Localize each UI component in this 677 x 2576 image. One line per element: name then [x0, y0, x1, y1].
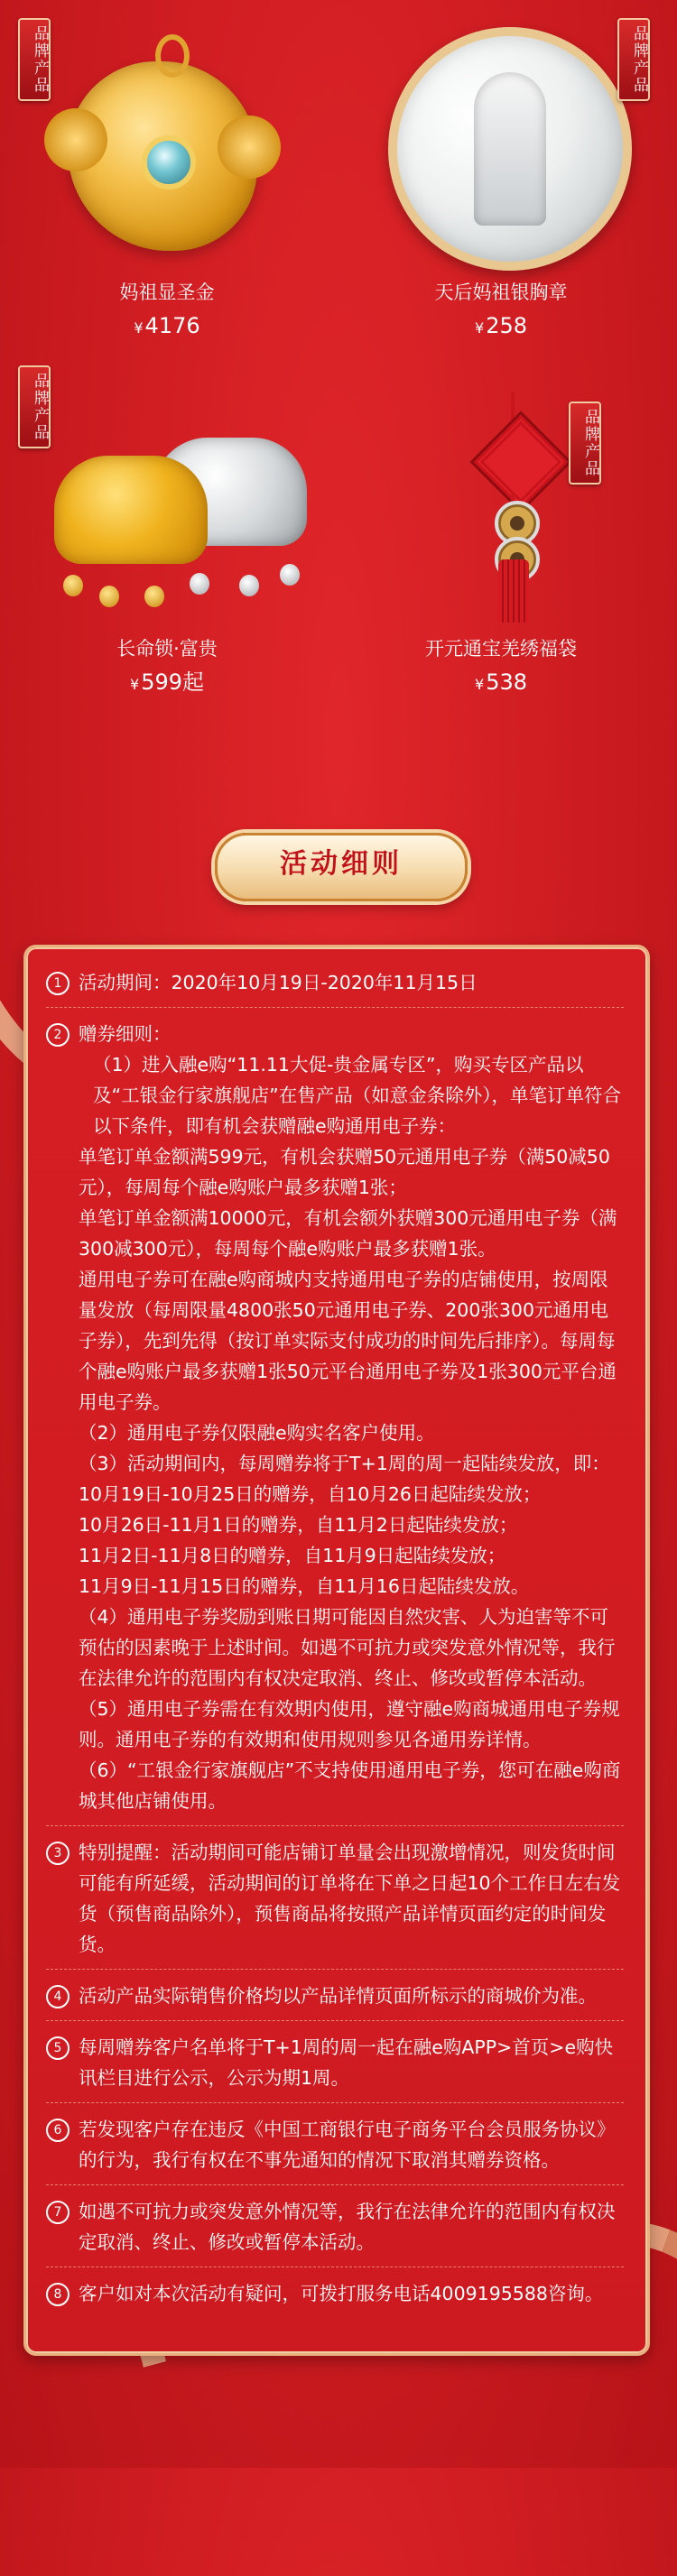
product-name: 妈祖显圣金: [119, 282, 215, 303]
rule-text: （1）进入融e购“11.11大促-贵金属专区”，购买专区产品以及“工银金行家旗舰店”在售产品（如意金条除外），单笔订单符合以下条件，即有机会获赠融e购通用电子券：: [93, 1054, 621, 1137]
gold-pendant-image: [68, 61, 257, 251]
rule-text: （6）“工银金行家旗舰店”不支持使用通用电子券，您可在融e购商城其他店铺使用。: [79, 1759, 621, 1812]
rule-text: 活动期间：2020年10月19日-2020年11月15日: [79, 972, 478, 993]
pendant-loop: [155, 34, 190, 78]
rules-panel: [23, 945, 650, 2356]
brand-product-tag: 品牌产品: [18, 365, 51, 448]
product-image: [18, 18, 316, 280]
rule-section-5: [46, 2032, 624, 2103]
activity-details-title: 活动细则: [215, 833, 468, 901]
rule-text: 客户如对本次活动有疑问，可拨打服务电话4009195588咨询。: [79, 2283, 604, 2304]
bell-icon: [280, 564, 300, 586]
product-card-lucky-bag[interactable]: [352, 365, 650, 700]
bell-icon: [63, 575, 83, 596]
rule-text: 单笔订单金额满599元，有机会获赠50元通用电子券（满50减50元），每周每个融e购账户最多获赠1张；: [79, 1146, 610, 1198]
rule-text: （4）通用电子券奖励到账日期可能因自然灾害、人为迫害等不可预估的因素晚于上述时间。如遇不可抗力或突发意外情况等，我行在法律允许的范围内有权决定取消、终止、修改或暂停本活动。: [79, 1606, 616, 1689]
product-image: [352, 18, 650, 280]
rule-section-8: [46, 2278, 624, 2318]
brand-product-tag: 品牌产品: [18, 18, 51, 101]
section-number-badge: 3: [46, 1842, 70, 1865]
section-number-badge: 5: [46, 2036, 70, 2060]
rule-section-4: [46, 1980, 624, 2021]
product-image: [18, 365, 316, 636]
brand-product-tag: 品牌产品: [569, 402, 601, 485]
rule-text: 单笔订单金额满10000元，有机会额外获赠300元通用电子券（满300减300元），每周每个融e购账户最多获赠1张。: [79, 1207, 617, 1260]
section-number-badge: 2: [46, 1023, 70, 1047]
product-card-longevity-lock[interactable]: [18, 365, 316, 700]
rule-text: 若发现客户存在违反《中国工商银行电子商务平台会员服务协议》的行为，我行有权在不事先通知的情况下取消其赠券资格。: [79, 2119, 616, 2171]
rule-text: 通用电子券可在融e购商城内支持通用电子券的店铺使用，按周限量发放（每周限量4800张50元通用电子券、200张300元通用电子券），先到先得（按订单实际支付成功的时间先后排序）。每周每个融e购账户最多获赠1张50元平台通用电子券及1张300元平台通用电子券。: [79, 1269, 617, 1413]
product-price: ¥599起: [130, 669, 204, 695]
brand-product-tag: 品牌产品: [617, 18, 650, 101]
rule-text: 11月9日-11月15日的赠券，自11月16日起陆续发放。: [79, 1575, 530, 1597]
rule-section-6: [46, 2114, 624, 2185]
rule-text: 活动产品实际销售价格均以产品详情页面所标示的商城价为准。: [79, 1985, 597, 2007]
product-price: ¥4176: [134, 313, 200, 338]
rule-section-1: [46, 967, 624, 1008]
bell-icon: [99, 586, 119, 607]
product-name: 长命锁·富贵: [116, 638, 218, 660]
chinese-knot-image: [474, 415, 569, 510]
rule-section-2: [46, 1019, 624, 1826]
product-name: 开元通宝羌绣福袋: [425, 638, 577, 660]
bell-icon: [144, 586, 164, 607]
rule-section-3: [46, 1837, 624, 1970]
product-price: ¥538: [475, 669, 527, 695]
rule-text: 10月19日-10月25日的赠券，自10月26日起陆续发放；: [79, 1483, 542, 1505]
rule-section-7: [46, 2196, 624, 2267]
rule-text: （2）通用电子券仅限融e购实名客户使用。: [79, 1422, 435, 1444]
product-name: 天后妈祖银胸章: [434, 282, 568, 303]
rule-text: 10月26日-11月1日的赠券，自11月2日起陆续发放；: [79, 1514, 518, 1536]
section-number-badge: 8: [46, 2283, 70, 2306]
product-image: [352, 365, 650, 636]
bell-icon: [239, 575, 259, 596]
product-price: ¥258: [475, 313, 527, 338]
rule-text: 赠券细则：: [79, 1023, 172, 1045]
rule-text: 11月2日-11月8日的赠券，自11月9日起陆续发放；: [79, 1545, 506, 1566]
rule-text: 特别提醒：活动期间可能店铺订单量会出现激增情况，则发货时间可能有所延缓，活动期间的订单将在下单之日起10个工作日左右发货（预售商品除外），预售商品将按照产品详情页面约定的时间发货。: [79, 1842, 621, 1955]
section-number-badge: 4: [46, 1985, 70, 2008]
section-number-badge: 1: [46, 972, 70, 995]
gold-lock-image: [54, 456, 208, 564]
rule-text: 如遇不可抗力或突发意外情况等，我行在法律允许的范围内有权决定取消、终止、修改或暂停本活动。: [79, 2201, 616, 2253]
product-card-silver-badge[interactable]: [352, 18, 650, 344]
rule-text: （5）通用电子券需在有效期内使用，遵守融e购商城通用电子券规则。通用电子券的有效期和使用规则参见各通用券详情。: [79, 1698, 620, 1750]
tassel-image: [498, 559, 529, 623]
section-number-badge: 7: [46, 2201, 70, 2224]
bell-icon: [190, 573, 209, 595]
rule-text: 每周赠券客户名单将于T+1周的周一起在融e购APP>首页>e购快讯栏目进行公示，公示为期1周。: [79, 2036, 614, 2089]
gem-image: [142, 135, 196, 189]
section-number-badge: 6: [46, 2119, 70, 2142]
rule-text: （3）活动期间内，每周赠券将于T+1周的周一起陆续发放，即：: [79, 1453, 610, 1474]
silver-medal-image: [388, 27, 632, 271]
mazu-figure-image: [474, 72, 546, 226]
product-card-mazu-gold[interactable]: [18, 18, 316, 344]
